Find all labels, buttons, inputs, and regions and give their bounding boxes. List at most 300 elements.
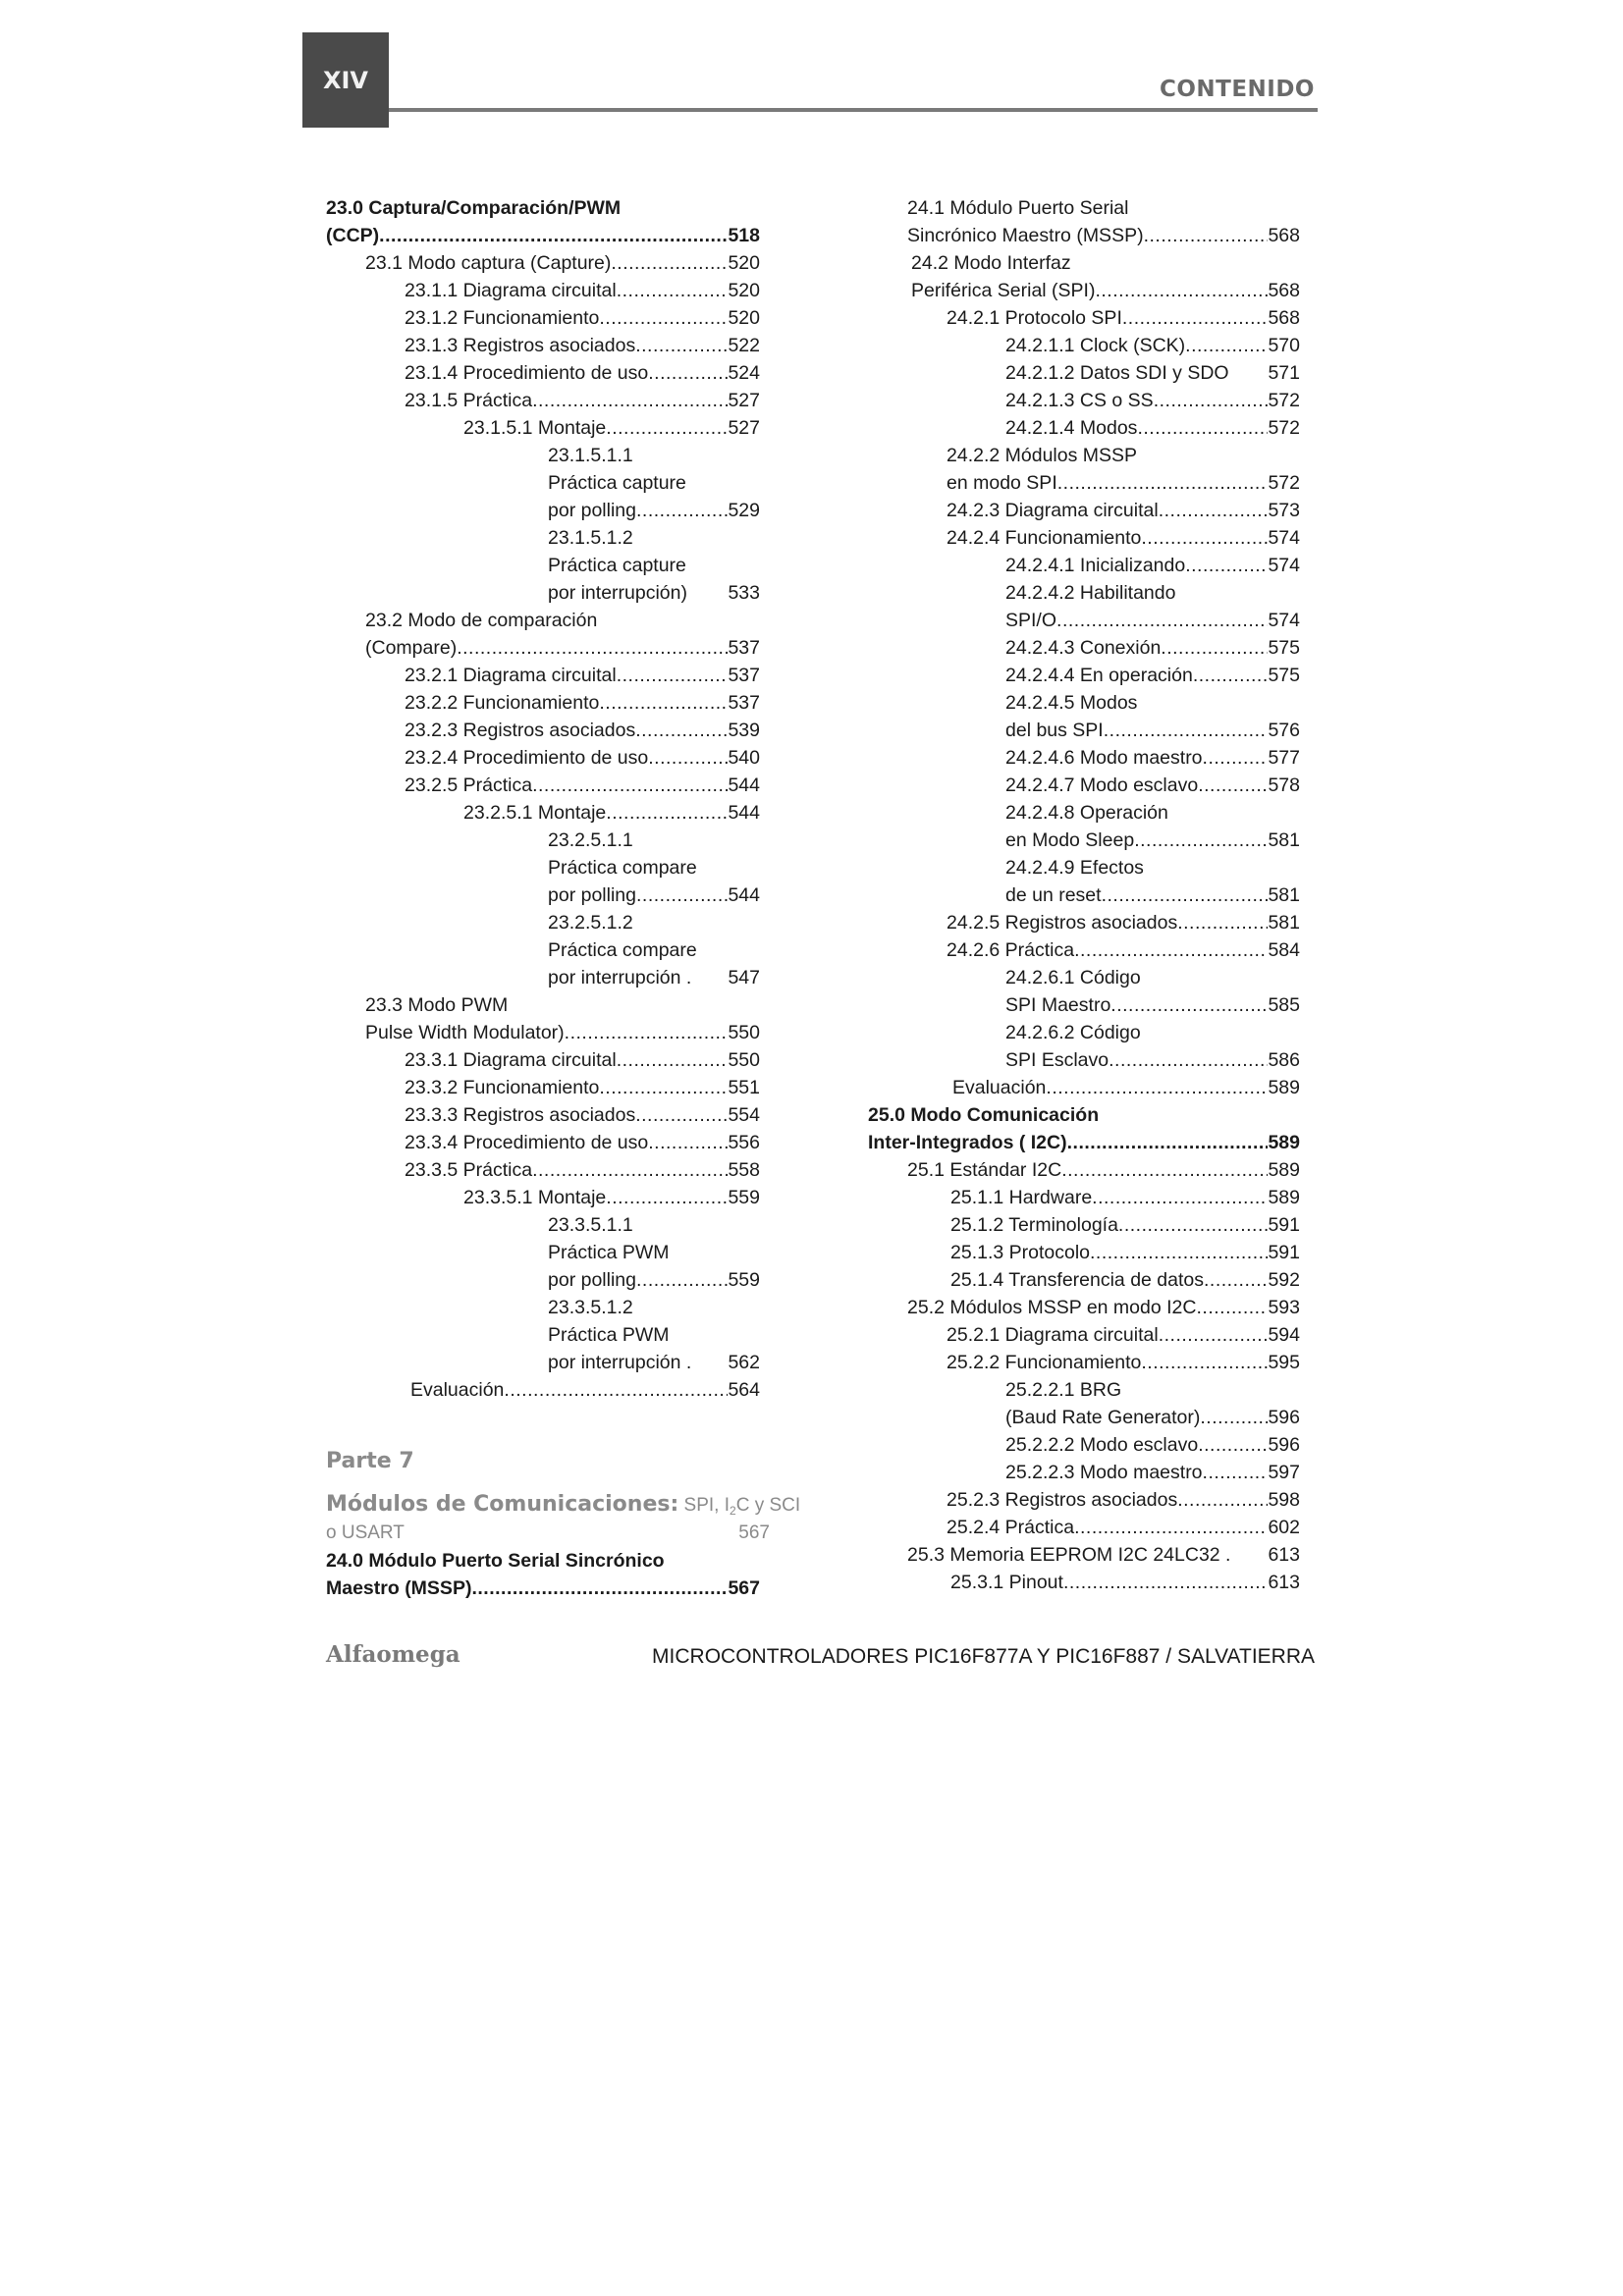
- toc-dot-leader: [379, 222, 728, 249]
- toc-entry-page: 559: [728, 1187, 760, 1208]
- toc-entry-title: Práctica capture: [548, 555, 686, 576]
- toc-entry: [326, 1156, 760, 1184]
- toc-entry: [326, 359, 760, 387]
- toc-dot-leader: [606, 414, 728, 442]
- toc-entry-page: 613: [1268, 1572, 1300, 1593]
- toc-entry-title: 23.3.1 Diagrama circuital: [405, 1049, 617, 1071]
- toc-entry: [868, 689, 1300, 717]
- toc-entry: [868, 1156, 1300, 1184]
- toc-entry-page: 520: [728, 307, 760, 329]
- toc-entry: [326, 1376, 760, 1404]
- toc-dot-leader: [1046, 1074, 1268, 1101]
- toc-dot-leader: [1203, 744, 1269, 772]
- toc-entry-title: 25.1.4 Transferencia de datos: [950, 1269, 1205, 1291]
- toc-entry-page: 556: [728, 1132, 760, 1153]
- toc-dot-leader: [1067, 1129, 1269, 1156]
- toc-entry: [868, 936, 1300, 964]
- toc-dot-leader: [617, 662, 729, 689]
- toc-entry-title: (Baud Rate Generator): [1005, 1407, 1201, 1428]
- toc-dot-leader: [611, 249, 728, 277]
- toc-entry-page: 596: [1268, 1434, 1300, 1456]
- toc-entry: [326, 772, 760, 799]
- toc-entry: [868, 1211, 1300, 1239]
- toc-entry-page: 568: [1268, 225, 1300, 246]
- toc-entry: [326, 249, 760, 277]
- toc-dot-leader: [1196, 1294, 1268, 1321]
- toc-entry: [326, 936, 760, 964]
- toc-entry: [326, 1101, 760, 1129]
- toc-entry-title: 23.2.3 Registros asociados: [405, 720, 636, 741]
- toc-entry: [868, 332, 1300, 359]
- toc-left-after-entries: [326, 1547, 760, 1602]
- toc-entry: [868, 662, 1300, 689]
- toc-dot-leader: [1122, 304, 1269, 332]
- toc-entry-page: 593: [1268, 1297, 1300, 1318]
- toc-entry: [868, 1019, 1300, 1046]
- toc-dot-leader: [471, 1575, 728, 1602]
- toc-entry-title: Inter-Integrados ( I2C): [868, 1132, 1067, 1153]
- toc-entry-page: 586: [1268, 1049, 1300, 1071]
- part-title-page: 567: [738, 1522, 770, 1543]
- toc-left-column: [326, 194, 801, 1602]
- toc-entry-title: 23.3.3 Registros asociados: [405, 1104, 636, 1126]
- toc-entry: [868, 1404, 1300, 1431]
- toc-entry: [868, 1239, 1300, 1266]
- toc-entry-page: 589: [1268, 1077, 1300, 1098]
- toc-entry: [326, 991, 760, 1019]
- toc-entry-page: 575: [1268, 637, 1300, 659]
- toc-entry: [868, 1514, 1300, 1541]
- toc-entry-page: 529: [728, 500, 760, 521]
- toc-entry: [326, 964, 760, 991]
- toc-entry: [868, 991, 1300, 1019]
- toc-dot-leader: [606, 1184, 728, 1211]
- toc-entry: [326, 442, 760, 469]
- toc-entry-title: 24.0 Módulo Puerto Serial Sincrónico: [326, 1550, 665, 1572]
- toc-dot-leader: [1134, 827, 1268, 854]
- toc-entry-page: 571: [1268, 362, 1300, 384]
- toc-entry: [326, 1184, 760, 1211]
- toc-entry: [868, 1459, 1300, 1486]
- toc-entry: [868, 717, 1300, 744]
- page-number: XIV: [322, 66, 368, 94]
- toc-entry-page: 596: [1268, 1407, 1300, 1428]
- toc-entry-page: 584: [1268, 939, 1300, 961]
- toc-entry-page: 613: [1268, 1544, 1300, 1566]
- toc-entry-page: 524: [728, 362, 760, 384]
- toc-dot-leader: [648, 1129, 728, 1156]
- toc-entry-page: 591: [1268, 1242, 1300, 1263]
- toc-entry-title: 24.2.1.3 CS o SS: [1005, 390, 1154, 411]
- toc-entry-title: 24.2.4.2 Habilitando: [1005, 582, 1176, 604]
- toc-entry-title: 25.1.3 Protocolo: [950, 1242, 1091, 1263]
- toc-entry: [326, 1349, 760, 1376]
- toc-dot-leader: [691, 1349, 728, 1376]
- toc-entry-title: Práctica capture: [548, 472, 686, 494]
- toc-dot-leader: [1057, 469, 1269, 497]
- toc-entry-title: 23.3 Modo PWM: [365, 994, 509, 1016]
- toc-entry: [326, 222, 760, 249]
- toc-entry-title: 23.2.2 Funcionamiento: [405, 692, 600, 714]
- part-title-line2-text: o USART: [326, 1522, 405, 1543]
- toc-dot-leader: [1118, 1211, 1269, 1239]
- part-title-rest: SPI, I: [678, 1495, 730, 1516]
- toc-entry: [326, 1575, 760, 1602]
- part-title-tail: C y SCI: [735, 1495, 801, 1516]
- toc-entry-page: 520: [728, 280, 760, 301]
- toc-entry-title: SPI Esclavo: [1005, 1049, 1109, 1071]
- footer-book-title-text: MICROCONTROLADORES PIC16F877A Y PIC16F887 / SALVATIERRA: [652, 1645, 1315, 1668]
- toc-entry-title: 24.2.4.4 En operación: [1005, 665, 1193, 686]
- toc-entry-page: 537: [728, 637, 760, 659]
- toc-entry-title: 24.2.4 Funcionamiento: [947, 527, 1142, 549]
- toc-dot-leader: [1109, 1046, 1268, 1074]
- toc-entry-page: 568: [1268, 307, 1300, 329]
- page-number-block: [302, 32, 389, 128]
- toc-entry-page: 573: [1268, 500, 1300, 521]
- toc-entry: [868, 1266, 1300, 1294]
- toc-entry: [326, 1321, 760, 1349]
- toc-entry: [868, 194, 1300, 222]
- toc-dot-leader: [1102, 881, 1269, 909]
- toc-entry: [868, 442, 1300, 469]
- toc-dot-leader: [504, 1376, 728, 1404]
- toc-entry: [868, 524, 1300, 552]
- toc-entry-title: del bus SPI: [1005, 720, 1104, 741]
- toc-entry: [868, 414, 1300, 442]
- toc-entry-title: Periférica Serial (SPI): [911, 280, 1096, 301]
- toc-dot-leader: [636, 497, 728, 524]
- toc-dot-leader: [1154, 387, 1269, 414]
- toc-entry: [868, 1376, 1300, 1404]
- toc-entry-title: 23.3.4 Procedimiento de uso: [405, 1132, 649, 1153]
- toc-entry: [868, 277, 1300, 304]
- toc-dot-leader: [1177, 909, 1268, 936]
- toc-entry-page: 592: [1268, 1269, 1300, 1291]
- toc-entry-title: por interrupción .: [548, 967, 692, 988]
- toc-entry-page: 559: [728, 1269, 760, 1291]
- toc-entry-title: por interrupción): [548, 582, 687, 604]
- toc-entry-title: Práctica PWM: [548, 1324, 670, 1346]
- toc-entry: [326, 634, 760, 662]
- toc-entry-title: 24.2.1.4 Modos: [1005, 417, 1138, 439]
- toc-dot-leader: [1161, 634, 1268, 662]
- toc-entry-page: 578: [1268, 774, 1300, 796]
- toc-entry: [326, 469, 760, 497]
- toc-entry-page: 550: [728, 1049, 760, 1071]
- toc-entry-title: Práctica PWM: [548, 1242, 670, 1263]
- toc-entry-title: 25.2.3 Registros asociados: [947, 1489, 1178, 1511]
- toc-dot-leader: [599, 1074, 728, 1101]
- toc-dot-leader: [1185, 552, 1268, 579]
- toc-entry-title: 23.1.4 Procedimiento de uso: [405, 362, 649, 384]
- toc-entry: [326, 881, 760, 909]
- toc-entry-page: 527: [728, 417, 760, 439]
- toc-entry-page: 544: [728, 774, 760, 796]
- toc-dot-leader: [599, 689, 728, 717]
- toc-entry-title: 25.3 Memoria EEPROM I2C 24LC32 .: [907, 1544, 1231, 1566]
- toc-entry: [326, 304, 760, 332]
- toc-entry: [868, 909, 1300, 936]
- toc-dot-leader: [1230, 1541, 1268, 1569]
- toc-entry-page: 572: [1268, 472, 1300, 494]
- toc-entry-title: 24.2.4.9 Efectos: [1005, 857, 1144, 879]
- toc-entry-page: 574: [1268, 527, 1300, 549]
- toc-entry-title: 23.1 Modo captura (Capture): [365, 252, 612, 274]
- toc-entry-title: 23.3.5.1.2: [548, 1297, 633, 1318]
- toc-entry: [868, 854, 1300, 881]
- toc-entry-title: (CCP): [326, 225, 380, 246]
- toc-entry-page: 533: [728, 582, 760, 604]
- toc-dot-leader: [636, 1266, 728, 1294]
- toc-entry-page: 537: [728, 665, 760, 686]
- toc-dot-leader: [1198, 1431, 1268, 1459]
- toc-entry-page: 551: [728, 1077, 760, 1098]
- part-label: Parte 7: [326, 1449, 414, 1473]
- toc-entry: [326, 524, 760, 552]
- toc-entry-title: 24.2.6.2 Código: [1005, 1022, 1141, 1043]
- toc-entry: [868, 579, 1300, 607]
- toc-entry: [326, 607, 760, 634]
- toc-dot-leader: [532, 387, 728, 414]
- toc-entry-page: 537: [728, 692, 760, 714]
- toc-entry: [868, 1074, 1300, 1101]
- part-title: [326, 1490, 801, 1520]
- toc-entry: [868, 1541, 1300, 1569]
- toc-entry: [326, 744, 760, 772]
- toc-entry-title: 23.2.5.1 Montaje: [463, 802, 607, 824]
- toc-entry: [326, 414, 760, 442]
- header-rule: [389, 108, 1318, 112]
- toc-entry: [326, 909, 760, 936]
- toc-entry-title: 25.1 Estándar I2C: [907, 1159, 1062, 1181]
- toc-entry-title: 24.2.4.6 Modo maestro: [1005, 747, 1203, 769]
- part-title-sub: 2: [730, 1504, 736, 1519]
- toc-entry-title: por polling: [548, 500, 636, 521]
- toc-entry-page: 554: [728, 1104, 760, 1126]
- toc-dot-leader: [691, 964, 728, 991]
- toc-entry: [868, 1129, 1300, 1156]
- toc-dot-leader: [606, 799, 728, 827]
- toc-dot-leader: [1104, 717, 1269, 744]
- toc-entry: [868, 1321, 1300, 1349]
- toc-entry-title: 25.1.2 Terminología: [950, 1214, 1118, 1236]
- toc-entry-page: 572: [1268, 417, 1300, 439]
- toc-dot-leader: [1141, 524, 1268, 552]
- toc-dot-leader: [1200, 1404, 1268, 1431]
- toc-entry: [326, 1019, 760, 1046]
- toc-entry-page: 558: [728, 1159, 760, 1181]
- toc-entry: [868, 1486, 1300, 1514]
- toc-entry-page: 577: [1268, 747, 1300, 769]
- toc-entry-title: 23.3.5.1 Montaje: [463, 1187, 607, 1208]
- toc-dot-leader: [617, 277, 729, 304]
- footer-publisher: Alfaomega: [326, 1641, 460, 1668]
- toc-entry: [326, 854, 760, 881]
- toc-entry-title: 24.2.6.1 Código: [1005, 967, 1141, 988]
- toc-entry-page: 520: [728, 252, 760, 274]
- toc-dot-leader: [1144, 222, 1269, 249]
- toc-entry-title: 25.0 Modo Comunicación: [868, 1104, 1100, 1126]
- toc-entry-title: 24.2.5 Registros asociados: [947, 912, 1178, 934]
- header-title: CONTENIDO: [1159, 77, 1315, 102]
- toc-entry: [868, 222, 1300, 249]
- toc-entry: [326, 1547, 760, 1575]
- toc-entry-page: 522: [728, 335, 760, 356]
- toc-entry-title: SPI/O: [1005, 610, 1057, 631]
- toc-entry-title: por polling: [548, 884, 636, 906]
- toc-entry-title: 24.2.2 Módulos MSSP: [947, 445, 1138, 466]
- toc-dot-leader: [635, 1101, 728, 1129]
- toc-entry: [326, 332, 760, 359]
- toc-dot-leader: [1090, 1239, 1268, 1266]
- toc-entry: [868, 249, 1300, 277]
- toc-entry-page: 589: [1268, 1132, 1300, 1153]
- toc-entry: [868, 634, 1300, 662]
- toc-entry-title: Pulse Width Modulator): [365, 1022, 565, 1043]
- toc-entry-title: en Modo Sleep: [1005, 829, 1135, 851]
- toc-entry-page: 544: [728, 802, 760, 824]
- toc-entry-title: 25.1.1 Hardware: [950, 1187, 1093, 1208]
- toc-entry-title: en modo SPI: [947, 472, 1057, 494]
- toc-entry-title: 24.2.6 Práctica: [947, 939, 1075, 961]
- toc-entry: [868, 387, 1300, 414]
- toc-entry-page: 544: [728, 884, 760, 906]
- toc-entry-title: 24.2.4.5 Modos: [1005, 692, 1138, 714]
- toc-entry-title: 25.3.1 Pinout: [950, 1572, 1063, 1593]
- toc-entry: [868, 359, 1300, 387]
- toc-entry-title: 24.2.1 Protocolo SPI: [947, 307, 1122, 329]
- toc-entry-title: 24.2 Modo Interfaz: [911, 252, 1071, 274]
- toc-entry: [868, 1101, 1300, 1129]
- toc-entry-page: 575: [1268, 665, 1300, 686]
- toc-entry-page: 589: [1268, 1159, 1300, 1181]
- toc-dot-leader: [1056, 607, 1268, 634]
- toc-entry-title: Práctica compare: [548, 939, 697, 961]
- toc-dot-leader: [1095, 277, 1268, 304]
- toc-dot-leader: [1137, 414, 1268, 442]
- toc-entry: [868, 1431, 1300, 1459]
- toc-entry-page: 576: [1268, 720, 1300, 741]
- toc-entry: [326, 1294, 760, 1321]
- toc-entry-page: 585: [1268, 994, 1300, 1016]
- toc-entry-page: 574: [1268, 610, 1300, 631]
- toc-dot-leader: [1061, 1156, 1268, 1184]
- toc-entry: [326, 579, 760, 607]
- toc-entry-title: 24.2.4.8 Operación: [1005, 802, 1168, 824]
- toc-dot-leader: [1110, 991, 1268, 1019]
- toc-entry-page: 527: [728, 390, 760, 411]
- toc-dot-leader: [532, 772, 728, 799]
- toc-entry: [868, 469, 1300, 497]
- toc-entry-title: 23.1.5.1.1: [548, 445, 633, 466]
- toc-entry-page: 581: [1268, 912, 1300, 934]
- toc-entry-page: 570: [1268, 335, 1300, 356]
- toc-entry-title: por interrupción .: [548, 1352, 692, 1373]
- toc-dot-leader: [1185, 332, 1268, 359]
- toc-entry-page: 572: [1268, 390, 1300, 411]
- toc-right-entries: [868, 194, 1300, 1596]
- toc-entry-title: 23.1.5.1 Montaje: [463, 417, 607, 439]
- toc-dot-leader: [565, 1019, 729, 1046]
- toc-entry: [326, 277, 760, 304]
- toc-entry-title: 25.2 Módulos MSSP en modo I2C: [907, 1297, 1197, 1318]
- toc-entry: [326, 827, 760, 854]
- toc-left-entries: [326, 194, 760, 1404]
- toc-dot-leader: [532, 1156, 728, 1184]
- toc-dot-leader: [635, 332, 728, 359]
- toc-entry: [868, 744, 1300, 772]
- toc-entry-title: (Compare): [365, 637, 458, 659]
- part-title-bold: Módulos de Comunicaciones:: [326, 1492, 679, 1517]
- toc-entry-title: 23.1.5.1.2: [548, 527, 633, 549]
- toc-dot-leader: [1204, 1266, 1268, 1294]
- toc-entry-page: 547: [728, 967, 760, 988]
- toc-entry-title: 25.2.4 Práctica: [947, 1517, 1075, 1538]
- toc-entry: [326, 717, 760, 744]
- toc-entry-title: de un reset: [1005, 884, 1102, 906]
- toc-dot-leader: [1074, 936, 1268, 964]
- toc-entry-page: 597: [1268, 1462, 1300, 1483]
- toc-entry: [868, 1349, 1300, 1376]
- toc-entry-page: 589: [1268, 1187, 1300, 1208]
- toc-entry: [326, 552, 760, 579]
- toc-entry-page: 564: [728, 1379, 760, 1401]
- toc-entry: [326, 1129, 760, 1156]
- toc-dot-leader: [1092, 1184, 1268, 1211]
- toc-entry: [326, 1211, 760, 1239]
- toc-entry-title: 23.2.5.1.1: [548, 829, 633, 851]
- toc-entry-title: 25.2.1 Diagrama circuital: [947, 1324, 1159, 1346]
- toc-entry-title: SPI Maestro: [1005, 994, 1111, 1016]
- toc-entry: [868, 1294, 1300, 1321]
- spacer: [326, 1404, 760, 1447]
- part-title-line2: [326, 1520, 770, 1547]
- toc-entry-title: 23.0 Captura/Comparación/PWM: [326, 197, 622, 219]
- toc-entry: [326, 1266, 760, 1294]
- toc-entry: [326, 194, 760, 222]
- toc-entry: [868, 1569, 1300, 1596]
- toc-entry: [326, 662, 760, 689]
- toc-entry-title: Práctica compare: [548, 857, 697, 879]
- toc-entry-title: 23.2.5 Práctica: [405, 774, 533, 796]
- toc-entry-page: 581: [1268, 884, 1300, 906]
- spacer: [326, 1476, 760, 1490]
- toc-entry-page: 595: [1268, 1352, 1300, 1373]
- toc-dot-leader: [687, 579, 728, 607]
- toc-entry: [868, 304, 1300, 332]
- toc-entry-title: por polling: [548, 1269, 636, 1291]
- toc-entry: [326, 799, 760, 827]
- toc-entry-title: Evaluación: [410, 1379, 505, 1401]
- toc-dot-leader: [1193, 662, 1269, 689]
- toc-entry-page: 581: [1268, 829, 1300, 851]
- toc-entry-page: 594: [1268, 1324, 1300, 1346]
- toc-entry-title: 24.2.3 Diagrama circuital: [947, 500, 1159, 521]
- toc-entry-title: 23.2.1 Diagrama circuital: [405, 665, 617, 686]
- toc-entry: [326, 497, 760, 524]
- toc-entry: [868, 964, 1300, 991]
- toc-entry: [868, 607, 1300, 634]
- toc-entry-title: 23.1.5 Práctica: [405, 390, 533, 411]
- toc-entry-page: 568: [1268, 280, 1300, 301]
- toc-entry-title: 24.2.1.1 Clock (SCK): [1005, 335, 1186, 356]
- toc-dot-leader: [1063, 1569, 1269, 1596]
- toc-entry-page: 574: [1268, 555, 1300, 576]
- toc-dot-leader: [1177, 1486, 1268, 1514]
- toc-entry-title: 23.1.1 Diagrama circuital: [405, 280, 617, 301]
- toc-dot-leader: [1198, 772, 1268, 799]
